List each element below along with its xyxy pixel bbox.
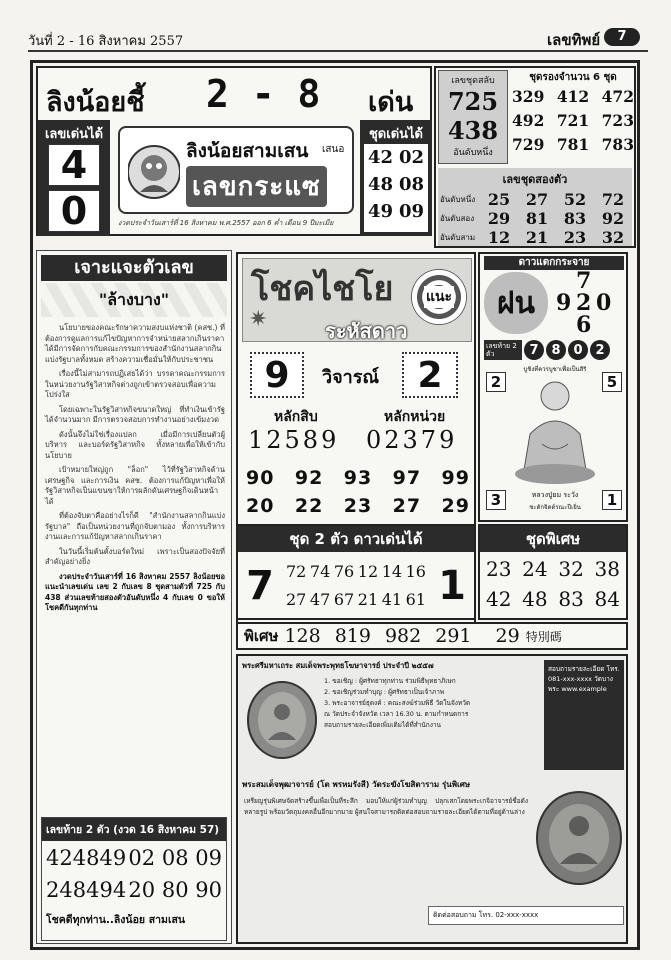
two-digit-box bbox=[438, 168, 632, 246]
ad-list bbox=[324, 676, 538, 731]
special-last: 29 bbox=[495, 625, 520, 647]
two-digit-value: 23 bbox=[563, 228, 587, 247]
column-two-value: 09 bbox=[195, 846, 222, 870]
logo-small: เสนอ bbox=[322, 144, 345, 155]
ad-body: เหรียญรุ่นพิเศษจัดสร้างขึ้นเพื่อเป็นที่ระลึก มอบให้แก่ผู้ร่วมทำบุญ ปลุกเสกโดยพระเกจิอาจารย์ชื่อดังหลายรูป พร้อมวัตถุมงคลอื่นอีกมากมาย ผู้สนใจสามารถติดต่อสอบถามรายละเอียดได้ตามที่อยู่ด้านล่าง bbox=[244, 797, 528, 816]
set-two-title: ชุด 2 ตัว ดาวเด่นได้ bbox=[238, 526, 474, 552]
lotto-swap-label: เลขชุดสลับ bbox=[451, 76, 495, 86]
set-box bbox=[512, 70, 634, 164]
two-digit-value: 27 bbox=[525, 190, 549, 209]
set-rows bbox=[512, 85, 634, 157]
column-two-value: 08 bbox=[161, 846, 189, 870]
two-digit-value: 29 bbox=[487, 209, 511, 228]
column-body bbox=[45, 323, 225, 614]
big-number-row bbox=[242, 348, 472, 402]
circle-row-label: เลขท้าย 2 ตัว bbox=[484, 340, 522, 360]
set-two-row bbox=[286, 558, 426, 586]
set-two-value: 21 bbox=[357, 590, 379, 609]
special-set-value: 23 bbox=[486, 557, 512, 581]
two-digit-value: 21 bbox=[525, 228, 549, 247]
pair-value: 02 bbox=[398, 147, 424, 168]
stacked-digit: 6 bbox=[576, 312, 592, 338]
special-cjk: 特別碼 bbox=[525, 629, 562, 644]
ad-headline-2: พระสมเด็จพุฒาจารย์ (โต พรหมรังสี) วัดระฆังโฆสิตาราม รุ่นพิเศษ bbox=[242, 780, 471, 789]
grid-value: 90 bbox=[246, 467, 275, 489]
amulet-icon-2 bbox=[534, 790, 624, 886]
circle-digit: 2 bbox=[590, 340, 610, 360]
column-title bbox=[41, 255, 227, 281]
two-digit-value: 12 bbox=[487, 228, 511, 247]
main-number-panel bbox=[38, 120, 110, 236]
column-two-value: 02 bbox=[128, 846, 156, 870]
top-right-block bbox=[434, 66, 636, 248]
monk-caption: บูชิงที่ควรบูชาเพื่อเป็นสิริ bbox=[523, 366, 587, 373]
center-banner bbox=[242, 258, 472, 342]
ad-list-item: สอบถามรายละเอียดเพิ่มเติมได้ที่สำนักงาน bbox=[324, 721, 442, 729]
star-icon: ✷ bbox=[249, 307, 268, 332]
special-num: 819 bbox=[334, 625, 371, 647]
ad-sidebox bbox=[544, 660, 624, 770]
two-digit-values bbox=[480, 209, 632, 228]
circle-digit: 8 bbox=[546, 340, 566, 360]
set-two-right-digit: 1 bbox=[438, 563, 466, 609]
special-set-value: 83 bbox=[558, 587, 584, 611]
grid-value: 27 bbox=[392, 495, 422, 517]
set-row bbox=[512, 133, 634, 157]
pair-value: 48 bbox=[368, 174, 394, 195]
pair-label: ชุดเด่นได้ bbox=[368, 127, 424, 142]
special-set-value: 38 bbox=[594, 557, 620, 581]
corner-digit: 1 bbox=[602, 490, 622, 510]
column-two-row bbox=[42, 841, 226, 873]
top-title-nums: 2 - 8 bbox=[206, 72, 321, 116]
two-digit-value: 72 bbox=[601, 190, 625, 209]
column-two-value: 84 bbox=[72, 878, 100, 902]
two-digit-value: 83 bbox=[563, 209, 587, 228]
two-digit-values bbox=[480, 228, 632, 247]
set-two-block bbox=[236, 524, 476, 620]
set-two-value: 41 bbox=[381, 590, 403, 609]
two-digit-value: 25 bbox=[487, 190, 511, 209]
pair-row bbox=[364, 171, 428, 198]
column-two-value: 49 bbox=[99, 846, 127, 870]
corner-digit: 3 bbox=[486, 490, 506, 510]
grid-value: 92 bbox=[294, 467, 324, 489]
special-num: 128 bbox=[284, 625, 321, 647]
two-digit-value: 92 bbox=[601, 209, 625, 228]
target-badge bbox=[411, 269, 467, 325]
pair-row bbox=[364, 198, 428, 225]
column-paragraph: ที่ต้องจับตาคืออย่างไรก็ดี "สำนักงานสลากกินแบ่งรัฐบาล" ถือเป็นหน่วยงานที่ถูกจับตามอง ทั้งการบริหารงานและการแก้ปัญหาสลากเกินราคา bbox=[45, 511, 225, 541]
column-signoff: โชคดีทุกท่าน..ลิงน้อย สามเสน bbox=[46, 914, 186, 926]
set-two-value: 72 bbox=[286, 562, 307, 581]
column-two-group bbox=[46, 875, 126, 905]
set-value: 492 bbox=[512, 111, 545, 130]
big-left-digit: 9 bbox=[250, 352, 304, 398]
column-two-value: 20 bbox=[128, 878, 156, 902]
circle-row bbox=[484, 340, 626, 360]
circle-digit: 0 bbox=[568, 340, 588, 360]
column-paragraph: ในวันนี้เริ่มต้นตั้งบอร์ดใหม่ เพราะเป็นสองปัจจัยที่สำคัญอย่างยิ่ง bbox=[45, 546, 225, 566]
center-brand-sub: ระหัสดาว bbox=[325, 319, 408, 343]
set-two-value: 74 bbox=[309, 562, 331, 581]
monk-name: หลวงปู่ยม ระวัง bbox=[531, 491, 579, 499]
set-value: 721 bbox=[556, 111, 590, 130]
page-number: 7 bbox=[617, 29, 627, 44]
column-two-value: 90 bbox=[195, 878, 222, 902]
monk-sub: ชะตักจิตต์รณะปีเยิ่น bbox=[529, 504, 581, 511]
column-two-value: 42 bbox=[46, 846, 73, 870]
set-two-value: 76 bbox=[333, 562, 355, 581]
stacked-digit: 7 bbox=[576, 268, 592, 294]
special-set-value: 84 bbox=[594, 587, 620, 611]
pair-value: 09 bbox=[398, 201, 424, 222]
ad-sidebox-text: สอบถามรายละเอียด โทร. 081-xxx-xxxx วัดบางพระ www.example bbox=[548, 665, 620, 693]
page-number-badge bbox=[604, 28, 640, 46]
set-row bbox=[512, 109, 634, 133]
rain-logo-text: ฝน bbox=[496, 285, 536, 321]
column-paragraph: นโยบายของคณะรักษาความสงบแห่งชาติ (คสช.) ที่ต้องการดูแลการแก้ไขปัญหาการจำหน่ายสลากเกินราคา ได้มีการจัดการกับคณะกรรมการของสำนักงานสลากกินแบ่งรัฐบาลทั้งหมด สร้างความเชื่อมั่นให้กับประชาชน bbox=[45, 323, 225, 364]
set-two-left-digit: 7 bbox=[246, 563, 274, 609]
column-paragraph: ดังนั้นจึงไม่ใช่เรื่องแปลก เมื่อมีการเปลี่ยนตัวผู้บริหาร และบอร์ดรัฐวิสาหกิจ ทั้งหลายเพื่อให้เข้ากับนโยบาย bbox=[45, 429, 225, 460]
set-two-value: 47 bbox=[309, 590, 331, 609]
grid-value: 20 bbox=[246, 495, 275, 517]
column-two-group bbox=[128, 843, 222, 873]
column-two-group bbox=[128, 875, 222, 905]
advert-block bbox=[236, 654, 628, 944]
big-mid-label: วิจารณ์ bbox=[322, 367, 380, 388]
column-subtitle-band bbox=[41, 283, 227, 317]
column-paragraph: เรื่องนี้ไม่สามารถปฏิเสธได้ว่า บรรดาคณะกรรมการในหน่วยงานรัฐวิสาหกิจต่างถูกเข้าตรวจสอบเพื่อความโปร่งใส bbox=[45, 369, 225, 399]
two-digit-row bbox=[438, 228, 632, 247]
top-left-block bbox=[36, 66, 432, 236]
set-value: 329 bbox=[512, 87, 545, 106]
special-set-rows bbox=[480, 552, 626, 616]
two-digit-row bbox=[438, 190, 632, 209]
pair-value: 42 bbox=[368, 147, 394, 168]
tens-digits: 12589 bbox=[248, 426, 340, 454]
column-two-group bbox=[46, 843, 126, 873]
number-grid bbox=[246, 464, 470, 520]
column-two-value: 80 bbox=[161, 878, 189, 902]
two-digit-row-label: อันดับสาม bbox=[440, 233, 476, 242]
special-set-value: 32 bbox=[558, 557, 584, 581]
ad-list-item: 3. พระอาจารย์ธุดงค์ : คณะสงฆ์ร่วมพิธี วัดในจังหวัด bbox=[324, 699, 471, 707]
column-paragraph: โดยเฉพาะในรัฐวิสาหกิจขนาดใหญ่ ที่ทำเงินเข้ารัฐได้จำนวนมาก มีการตรวจสอบการทำงานอย่างเข้มงวด bbox=[45, 404, 225, 424]
pair-row bbox=[364, 144, 428, 171]
set-two-value: 12 bbox=[357, 562, 379, 581]
top-title-right: เด่น bbox=[368, 87, 414, 118]
right-panel-title: ดาวแตกกระจาย bbox=[484, 256, 624, 270]
special-label: พิเศษ bbox=[244, 627, 279, 645]
page-header bbox=[0, 0, 671, 56]
rain-logo bbox=[484, 272, 548, 334]
lotto-num-1: 725 bbox=[447, 87, 499, 116]
column-two-value: 48 bbox=[72, 846, 100, 870]
column-two-value: 94 bbox=[99, 878, 127, 902]
ad-list-item: 2. ขอเชิญร่วมทำบุญ : ผู้ศรัทธาเป็นเจ้าภาพ bbox=[324, 688, 445, 696]
special-set-value: 48 bbox=[522, 587, 548, 611]
issue-date: วันที่ 2 - 16 สิงหาคม 2557 bbox=[28, 34, 184, 49]
pair-list bbox=[364, 144, 428, 232]
lotto-num-2: 438 bbox=[447, 116, 499, 145]
grid-row bbox=[246, 464, 470, 492]
column-two-title: เลขท้าย 2 ตัว (งวด 16 สิงหาคม 57) bbox=[42, 818, 226, 841]
column-block bbox=[36, 250, 232, 944]
set-two-value: 67 bbox=[333, 590, 355, 609]
corner-digit: 5 bbox=[602, 372, 622, 392]
column-title-text: เจาะแจะตัวเลข bbox=[74, 257, 194, 278]
special-set-title: ชุดพิเศษ bbox=[480, 526, 626, 552]
grid-row bbox=[246, 492, 470, 520]
column-two-block bbox=[41, 817, 227, 941]
set-row bbox=[512, 85, 634, 109]
grid-value: 23 bbox=[343, 495, 373, 517]
set-value: 723 bbox=[601, 111, 634, 130]
two-digit-value: 32 bbox=[601, 228, 625, 247]
ad-list-item: 1. ขอเชิญ : ผู้ศรัทธาทุกท่าน ร่วมพิธีพุทธาภิเษก bbox=[324, 677, 456, 685]
amulet-icon bbox=[246, 680, 318, 760]
column-paragraph: เป้าหมายใหญ่ถูก "ล็อก" ไว้ที่รัฐวิสาหกิจด้านเศรษฐกิจ และการเงิน คสช. ต้องการแก้ปัญหาเพื่อให้รัฐวิสาหกิจเป็นแขนขาให้การผลักดันเศรษฐกิจเดินหน้าได้ bbox=[45, 465, 225, 506]
brand-name: เลขทิพย์ bbox=[547, 31, 601, 49]
column-two-value: 24 bbox=[46, 878, 73, 902]
two-digit-row-label: อันดับสอง bbox=[440, 214, 475, 223]
column-two-row bbox=[42, 873, 226, 905]
center-brand-title: โชคไชโย bbox=[251, 269, 394, 309]
logo-line2: เลขกระแซ bbox=[186, 166, 327, 207]
logo-card bbox=[118, 126, 354, 214]
set-value: 412 bbox=[556, 87, 590, 106]
tens-label: หลักสิบ bbox=[274, 409, 318, 425]
target-badge-text: แนะ bbox=[424, 286, 454, 308]
special-set-row bbox=[486, 584, 620, 614]
two-digit-value: 52 bbox=[563, 190, 587, 209]
set-value: 783 bbox=[601, 135, 634, 154]
set-two-value: 16 bbox=[405, 562, 426, 581]
special-num: 291 bbox=[435, 625, 472, 647]
set-title: ชุดรองจำนวน 6 ชุด bbox=[529, 72, 617, 83]
grid-value: 97 bbox=[392, 467, 422, 489]
lotto-swap-box bbox=[438, 70, 508, 164]
grid-value: 99 bbox=[441, 467, 470, 489]
main-digit-1: 4 bbox=[48, 144, 100, 186]
two-digit-row-label: อันดับหนึ่ง bbox=[440, 195, 476, 204]
special-row bbox=[236, 622, 628, 650]
top-title-left: ลิงน้อยชี้ bbox=[46, 87, 145, 118]
main-label: เลขเด่นได้ bbox=[44, 127, 104, 142]
units-digits: 02379 bbox=[366, 426, 458, 454]
monk-icon bbox=[512, 374, 598, 486]
set-value: 729 bbox=[512, 135, 545, 154]
set-two-rows bbox=[286, 558, 426, 614]
stacked-digit: 0 bbox=[596, 290, 612, 316]
set-value: 781 bbox=[556, 135, 590, 154]
logo-line1: ลิงน้อยสามเสน bbox=[186, 140, 309, 162]
grid-value: 22 bbox=[294, 495, 324, 517]
pair-value: 08 bbox=[398, 174, 424, 195]
special-set-row bbox=[486, 554, 620, 584]
circle-digit: 7 bbox=[524, 340, 544, 360]
stacked-digit: 2 bbox=[576, 290, 592, 316]
draw-note: งวดประจำวันเสาร์ที่ 16 สิงหาคม พ.ศ.2557 ออก 6 ค่ำ เดือน 9 ปีมะเมีย bbox=[118, 219, 334, 227]
two-digit-title: เลขชุดสองตัว bbox=[502, 173, 568, 186]
lotto-sub: อันดับหนึ่ง bbox=[453, 148, 493, 158]
ad-contact: ติดต่อสอบถาม โทร. 02-xxx-xxxx bbox=[428, 906, 624, 925]
pair-value: 49 bbox=[368, 201, 394, 222]
grid-value: 29 bbox=[441, 495, 470, 517]
special-set-value: 42 bbox=[486, 587, 512, 611]
corner-digit: 2 bbox=[486, 372, 506, 392]
right-panel bbox=[478, 252, 628, 522]
set-two-value: 27 bbox=[286, 590, 307, 609]
grid-value: 93 bbox=[343, 467, 373, 489]
column-subtitle: "ล้างบาง" bbox=[98, 290, 170, 309]
two-digit-value: 81 bbox=[525, 209, 549, 228]
pair-panel bbox=[360, 120, 432, 236]
big-right-digit: 2 bbox=[402, 352, 458, 398]
set-value: 472 bbox=[601, 87, 634, 106]
ad-list-item: ณ วัดประจำจังหวัด เวลา 16.30 น. ตามกำหนดการ bbox=[324, 710, 469, 718]
special-set-value: 24 bbox=[522, 557, 548, 581]
ad-headline-1: พระศรีมหาเถระ สมเด็จพระพุทธโฆษาจารย์ ประจำปี ๒๕๕๗ bbox=[242, 661, 434, 670]
set-two-row bbox=[286, 586, 426, 614]
units-label: หลักหน่วย bbox=[384, 409, 446, 425]
special-num: 982 bbox=[384, 625, 422, 647]
two-digit-values bbox=[480, 190, 632, 209]
special-set-block bbox=[478, 524, 628, 620]
set-two-value: 61 bbox=[405, 590, 426, 609]
set-two-value: 14 bbox=[381, 562, 403, 581]
two-digit-row bbox=[438, 209, 632, 228]
stacked-digit: 9 bbox=[556, 290, 572, 316]
main-digit-2: 0 bbox=[48, 190, 100, 232]
header-rule bbox=[28, 50, 648, 52]
monkey-icon bbox=[128, 142, 180, 202]
column-closing: งวดประจำวันเสาร์ที่ 16 สิงหาคม 2557 ลิงน้อยขอแนะนำเลขเด่น เลข 2 กับเลข 8 ชุดสามตัวที่ 725 กับ 438 ส่วนเลขท้ายสองตัวอันดับหนึ่ง 4 กับเลข 0 ขอให้โชคดีกันทุกท่าน bbox=[45, 571, 225, 612]
